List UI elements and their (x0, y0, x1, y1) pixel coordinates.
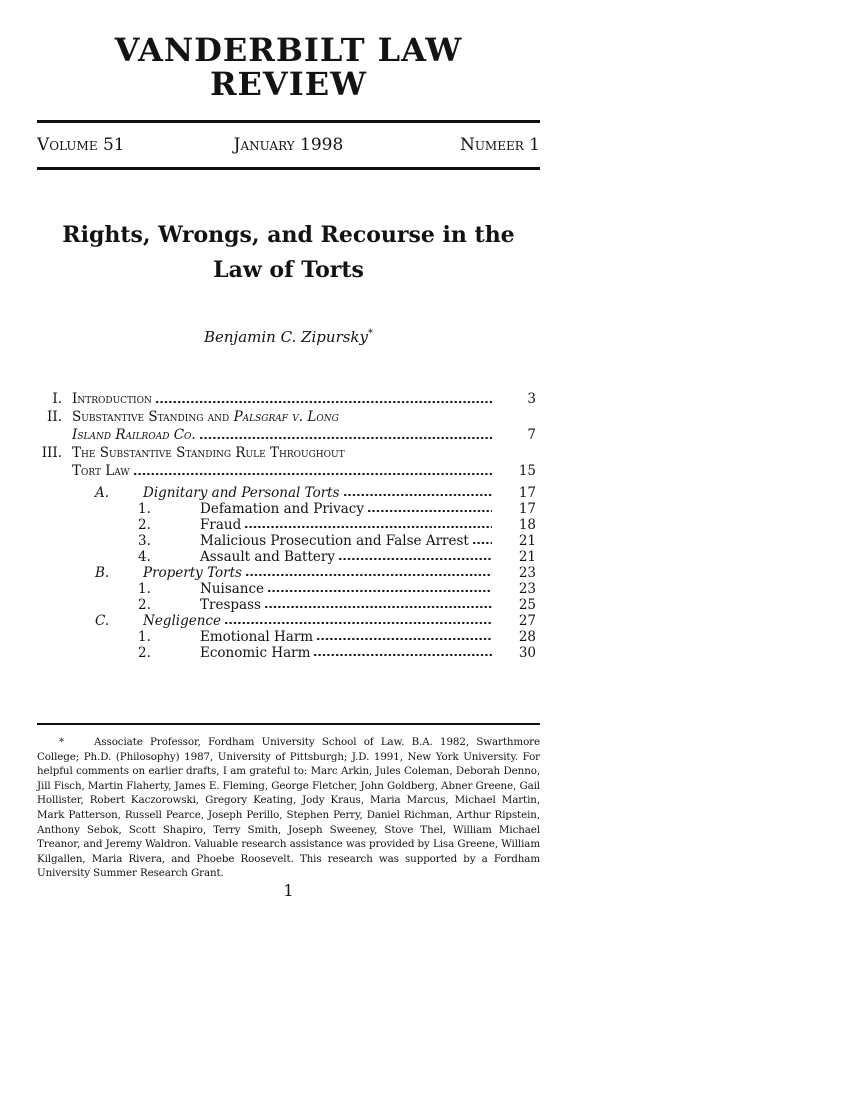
toc-row (37, 597, 540, 613)
page-number: 1 (283, 880, 294, 900)
toc-leader (472, 533, 492, 549)
toc-marker: II. (47, 409, 62, 425)
toc-leader (367, 501, 492, 517)
toc-leader (264, 597, 492, 613)
toc-label (143, 613, 221, 629)
toc-label-part: The Substantive Standing Rule Throughout (72, 445, 345, 461)
toc-row (37, 485, 540, 501)
toc-label-part: Substantive Standing and (72, 409, 234, 425)
toc-label-part: Palsgraf v. Long (233, 409, 339, 425)
toc-page-number: 28 (518, 629, 536, 645)
toc-label-part: Assault and Battery (200, 549, 335, 565)
issue-number: Numeer 1 (459, 135, 540, 155)
toc-page-number: 17 (518, 485, 536, 501)
article-title (37, 218, 540, 288)
toc-label (200, 501, 364, 517)
toc-page-number: 27 (518, 613, 536, 629)
toc-leader (199, 426, 492, 444)
toc-label-part: Nuisance (200, 581, 265, 597)
toc-row (37, 426, 540, 444)
toc-label (200, 629, 313, 645)
author-footnote-mark: * (368, 328, 373, 339)
toc-label-part: Emotional Harm (200, 629, 314, 645)
toc-page-number: 21 (518, 549, 536, 565)
toc-leader (267, 581, 492, 597)
toc-page-number: 23 (518, 581, 536, 597)
toc-label-part: Property Torts (143, 565, 242, 581)
toc-label (200, 597, 261, 613)
footnote (37, 735, 540, 881)
author-name: Benjamin C. Zipursky (204, 328, 368, 346)
toc-label-part: Malicious Prosecution and False Arrest (200, 533, 469, 549)
toc-marker: C. (95, 613, 110, 629)
toc-marker: 1. (138, 629, 151, 645)
toc-label (200, 549, 335, 565)
toc-leader (244, 517, 492, 533)
article-title-line1: Rights, Wrongs, and Recourse in the (62, 222, 515, 248)
footnote-marker: * (59, 736, 65, 748)
toc-leader (224, 613, 492, 629)
toc-row (37, 549, 540, 565)
journal-title: VANDERBILT LAW REVIEW (114, 31, 463, 103)
toc-page-number: 21 (518, 533, 536, 549)
toc-row (37, 629, 540, 645)
toc-label (200, 533, 469, 549)
toc-marker: 1. (138, 501, 151, 517)
issue-date: January 1998 (233, 135, 344, 155)
toc-row (37, 390, 540, 408)
toc-label (200, 645, 310, 661)
toc-page-number: 30 (518, 645, 536, 661)
toc-page-number: 7 (527, 427, 536, 443)
toc-leader (338, 549, 492, 565)
toc-label-part: Negligence (143, 613, 221, 629)
toc-marker: 4. (138, 549, 151, 565)
toc-label (72, 390, 152, 408)
toc-leader (245, 565, 492, 581)
toc-label-part: Island Railroad Co. (72, 427, 196, 443)
toc-row (37, 581, 540, 597)
toc-label-part: Tort Law (72, 463, 130, 479)
toc-leader (313, 645, 492, 661)
footnote-rule (37, 723, 540, 725)
toc-row (37, 517, 540, 533)
toc-row (37, 645, 540, 661)
toc-row (37, 408, 540, 426)
toc-label-part: Fraud (200, 517, 242, 533)
toc-label-part: Introduction (72, 391, 152, 407)
toc-row (37, 444, 540, 462)
toc-label (72, 462, 130, 480)
toc-label (143, 485, 340, 501)
toc-marker: 2. (138, 645, 151, 661)
toc-marker: 2. (138, 597, 151, 613)
toc-row (37, 533, 540, 549)
author-byline (37, 325, 540, 346)
toc-label-part: Dignitary and Personal Torts (143, 485, 340, 501)
toc-label-part: Defamation and Privacy (200, 501, 364, 517)
masthead-rule-bottom (37, 167, 540, 170)
toc-page-number: 3 (527, 391, 536, 407)
toc-marker: A. (95, 485, 110, 501)
toc-marker: B. (95, 565, 110, 581)
toc-leader (316, 629, 492, 645)
masthead (37, 123, 540, 167)
toc-label (72, 444, 345, 462)
toc-page-number: 17 (518, 501, 536, 517)
toc-page-number: 15 (518, 463, 536, 479)
table-of-contents (37, 390, 540, 661)
toc-label-part: Economic Harm (200, 645, 311, 661)
toc-row (37, 501, 540, 517)
toc-marker: 1. (138, 581, 151, 597)
toc-label (200, 517, 241, 533)
toc-marker: 3. (138, 533, 151, 549)
toc-page-number: 23 (518, 565, 536, 581)
volume-label: Volume 51 (37, 135, 125, 155)
footnote-text: Associate Professor, Fordham University School of Law. B.A. 1982, Swarthmore College; Ph.D. (Philosophy) 1987, University of Pittsburgh; J.D. 1991, New York University. For helpful comments on earlier drafts, I am grateful to: Marc Arkin, Jules Coleman, Deborah Denno, Jill Fisch, Martin Flaherty, James E. Fleming, George Fletcher, John Goldberg, Abner Greene, Gail Hollister, Robert Kaczorowski, Gregory Keating, Jody Kraus, Maria Marcus, Michael Martin, Mark Patterson, Russell Pearce, Joseph Perillo, Stephen Perry, Daniel Richman, Arthur Ripstein, Anthony Sebok, Scott Shapiro, Terry Smith, Joseph Sweeney, Stove Thel, William Michael Treanor, and Jeremy Waldron. Valuable research assistance was provided by Lisa Greene, William Kilgallen, Maria Rivera, and Phoebe Roosevelt. This research was supported by a Fordham University Summer Research Grant. (37, 736, 540, 880)
toc-marker: 2. (138, 517, 151, 533)
toc-label (200, 581, 264, 597)
toc-leader (343, 485, 492, 501)
toc-row (37, 565, 540, 581)
toc-label (72, 408, 339, 426)
toc-marker: I. (52, 391, 62, 407)
toc-marker: III. (41, 445, 62, 461)
toc-page-number: 18 (518, 517, 536, 533)
toc-row (37, 613, 540, 629)
article-title-line2: Law of Torts (213, 257, 364, 283)
toc-row (37, 462, 540, 480)
toc-label (72, 426, 196, 444)
toc-leader (155, 390, 492, 408)
toc-leader (133, 462, 492, 480)
toc-page-number: 25 (518, 597, 536, 613)
document-page (37, 0, 540, 900)
toc-label (143, 565, 242, 581)
toc-label-part: Trespass (200, 597, 261, 613)
